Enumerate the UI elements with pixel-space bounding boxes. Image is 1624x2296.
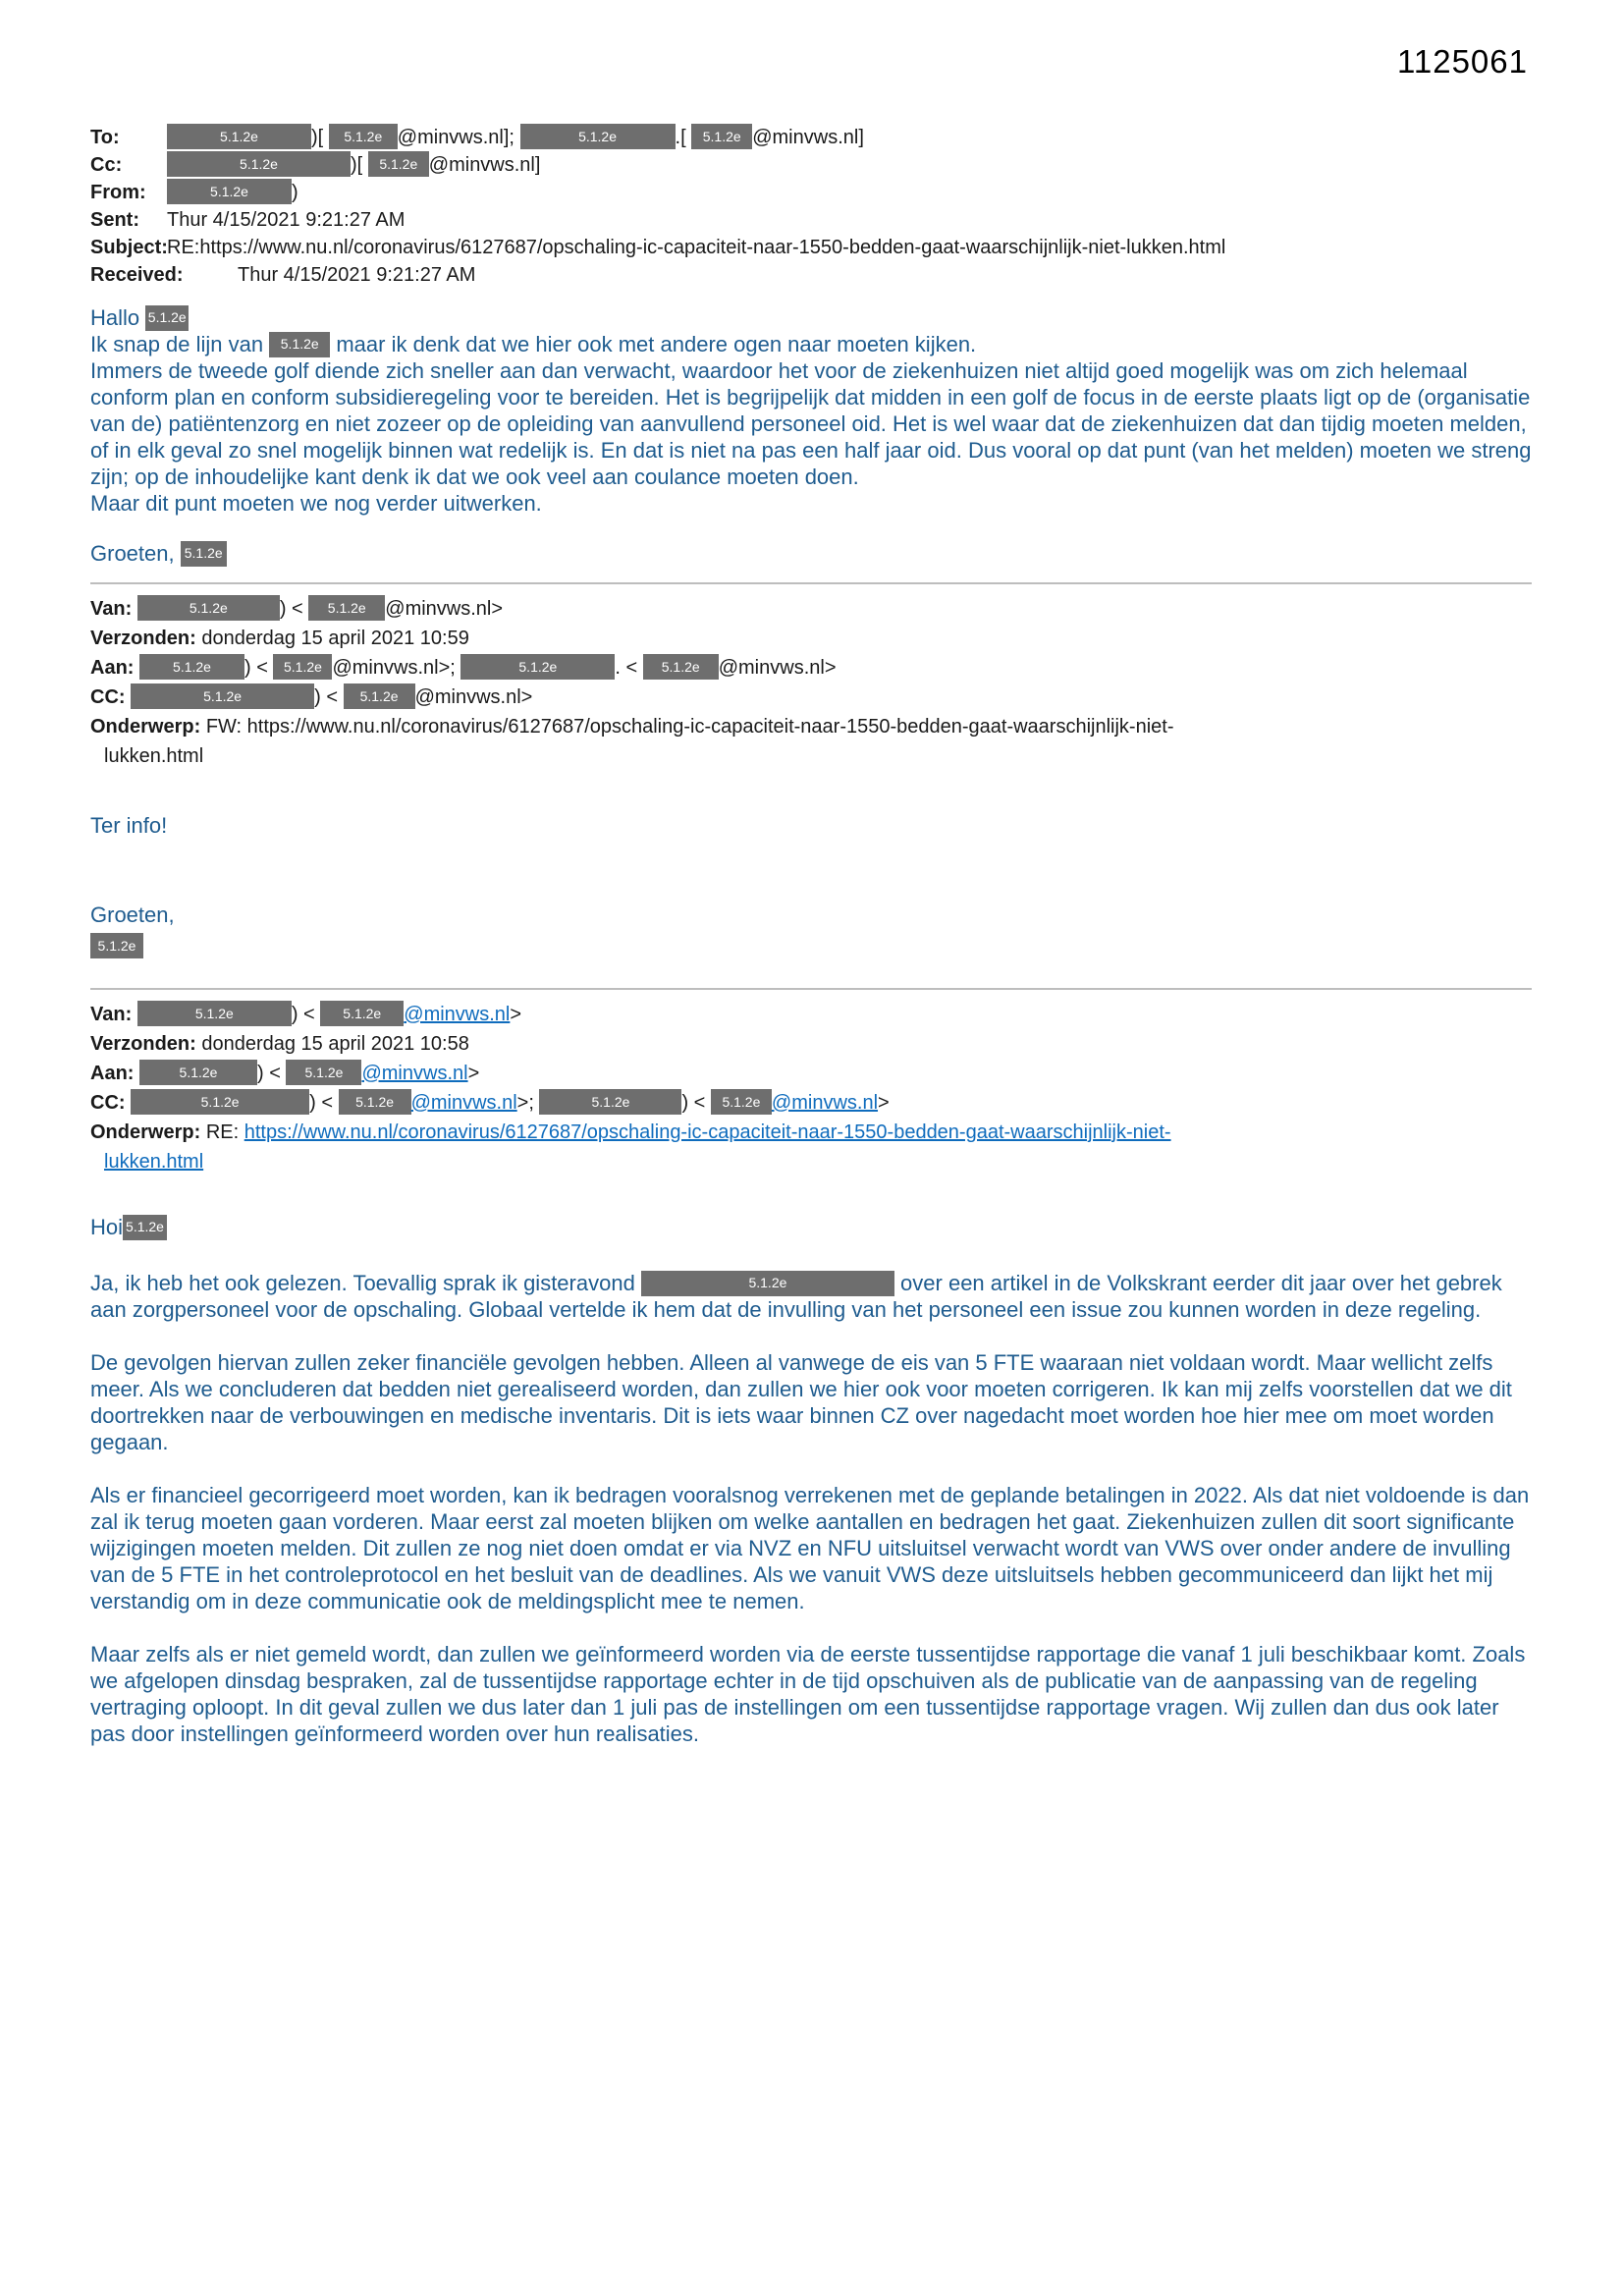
email-body-paragraph (90, 1270, 1534, 1323)
text-fragment: over een artikel in de Volkskrant eerder dit jaar over het gebrek aan zorgpersoneel voor de opschaling. Globaal vertelde ik hem dat de invulling van het personeel een issue zou kunnen worden in deze regeling. (90, 1271, 1502, 1322)
text-fragment: ) < (244, 657, 274, 679)
onderwerp-label: Onderwerp: (90, 1121, 201, 1143)
redaction-box: 5.1.2e (90, 933, 143, 958)
from-label: From: (90, 182, 146, 203)
redaction-box: 5.1.2e (269, 332, 330, 357)
quoted-row-cc (90, 683, 1534, 712)
sent-value: Thur 4/15/2021 9:21:27 AM (167, 209, 406, 231)
received-value: Thur 4/15/2021 9:21:27 AM (238, 264, 476, 286)
email-body-bottom (90, 1214, 1534, 1747)
text-fragment: donderdag 15 april 2021 10:58 (201, 1033, 469, 1055)
header-row-from (90, 179, 1534, 206)
onderwerp-value (90, 1121, 1171, 1173)
email-link[interactable]: lukken.html (104, 1151, 204, 1173)
van-label: Van: (90, 598, 133, 620)
cc-value (167, 151, 1534, 179)
text-fragment: > (510, 1004, 522, 1025)
aan-label: Aan: (90, 657, 135, 679)
subject-label: Subject: (90, 237, 168, 258)
text-fragment: Groeten, (90, 541, 181, 566)
text-fragment: ) (292, 182, 298, 203)
email-link[interactable]: @minvws.nl (361, 1063, 468, 1084)
aan-value (139, 1063, 479, 1084)
body-line (90, 331, 1534, 357)
aan-label: Aan: (90, 1063, 135, 1084)
email-body-top (90, 304, 1534, 567)
ter-info-line: Ter info! (90, 813, 168, 838)
sent-label: Sent: (90, 209, 139, 231)
header-row-cc (90, 151, 1534, 179)
quoted-row-aan (90, 1059, 1534, 1088)
verzonden-value (201, 628, 468, 649)
redaction-box: 5.1.2e (145, 305, 189, 331)
redaction-box: 5.1.2e (339, 1089, 411, 1115)
text-fragment: ) < (257, 1063, 287, 1084)
email-body-paragraph: De gevolgen hiervan zullen zeker financiële gevolgen hebben. Alleen al vanwege de eis van 5 FTE waaraan niet voldaan wordt. Maar wellicht zelfs meer. Als we concluderen dat bedden niet gerealiseerd worden, dan zullen we hier ook voor moeten corrigeren. Ik kan mij zelfs voorstellen dat we dit doortrekken naar de verbouwingen en medische inventaris. Dit is iets waar binnen CZ over nagedacht moet worden hoe hier mee om moet worden gegaan. (90, 1350, 1512, 1454)
cc-label: Cc: (90, 154, 123, 176)
signoff-line: Groeten, (90, 902, 175, 927)
onderwerp-label: Onderwerp: (90, 716, 201, 738)
redaction-box: 5.1.2e (123, 1215, 167, 1240)
redaction-box: 5.1.2e (181, 541, 227, 567)
email-link[interactable]: @minvws.nl (404, 1004, 511, 1025)
text-fragment: @minvws.nl> (385, 598, 504, 620)
quoted-header-1 (90, 594, 1534, 771)
received-label: Received: (90, 264, 184, 286)
redaction-box: 5.1.2e (308, 595, 385, 621)
text-fragment: RE: (205, 1121, 244, 1143)
redaction-box: 5.1.2e (368, 151, 429, 177)
quoted-row-aan (90, 653, 1534, 683)
text-fragment: @minvws.nl>; (332, 657, 461, 679)
text-fragment: donderdag 15 april 2021 10:59 (201, 628, 469, 649)
text-fragment: )[ (351, 154, 368, 176)
verzonden-label: Verzonden: (90, 1033, 196, 1055)
text-fragment: maar ik denk dat we hier ook met andere ogen naar moeten kijken. (330, 332, 977, 356)
text-fragment: @minvws.nl> (718, 657, 837, 679)
redaction-box: 5.1.2e (167, 124, 311, 149)
text-fragment: > (467, 1063, 480, 1084)
email-link[interactable]: @minvws.nl (410, 1092, 517, 1114)
text-fragment: @minvws.nl]; (397, 127, 520, 148)
redaction-box: 5.1.2e (273, 654, 332, 680)
quoted-row-van (90, 1000, 1534, 1029)
redaction-box: 5.1.2e (691, 124, 752, 149)
header-row-sent (90, 206, 1534, 234)
text-fragment: lukken.html (104, 745, 204, 767)
signoff-line (90, 540, 1534, 567)
from-value (167, 179, 1534, 206)
text-fragment: . < (615, 657, 643, 679)
redaction-box: 5.1.2e (520, 124, 676, 149)
text-fragment: @minvws.nl] (428, 154, 541, 176)
text-fragment: @minvws.nl] (752, 127, 864, 148)
redaction-box: 5.1.2e (139, 654, 244, 680)
email-header-block (90, 124, 1534, 289)
separator-line (90, 988, 1532, 990)
text-fragment: Hoi (90, 1215, 124, 1239)
header-row-received (90, 261, 1534, 289)
redaction-box: 5.1.2e (131, 1089, 309, 1115)
text-fragment: ) < (314, 686, 344, 708)
verzonden-value (201, 1033, 468, 1055)
email-body-paragraph: Als er financieel gecorrigeerd moet worden, kan ik bedragen vooralsnog verrekenen met de geplande betalingen in 2022. Als dat niet voldoende is dan zal ik terug moeten gaan vorderen. Maar eerst zal moeten blijken om welke aantallen en bedragen het gaat. Ziekenhuizen zullen dit soort significante wijzigingen moeten melden. Dit zullen ze nog niet doen omdat er via NVZ en NFU uitsluitsel verwacht wordt van VWS over onder andere de invulling van de 5 FTE in het controleprotocol en het besluit van de deadlines. Als we vanuit VWS deze uitsluitsels hebben gecommuniceerd dan lijkt het mij verstandig om in deze communicatie ook de meldingsplicht mee te nemen. (90, 1483, 1530, 1613)
quoted-header-2 (90, 1000, 1534, 1176)
quoted-row-onderwerp (90, 1118, 1534, 1176)
redaction-box: 5.1.2e (641, 1271, 894, 1296)
text-fragment: .[ (675, 127, 692, 148)
redaction-box: 5.1.2e (286, 1060, 361, 1085)
redaction-box: 5.1.2e (137, 595, 280, 621)
van-value (137, 1004, 521, 1025)
redaction-box: 5.1.2e (137, 1001, 292, 1026)
van-label: Van: (90, 1004, 133, 1025)
quoted-row-verzonden (90, 1029, 1534, 1059)
text-fragment: > (878, 1092, 890, 1114)
email-body-paragraph: Maar zelfs als er niet gemeld wordt, dan zullen we geïnformeerd worden via de eerste tussentijdse rapportage die vanaf 1 juli beschikbaar komt. Zoals we afgelopen dinsdag bespraken, zal de tussentijdse rapportage echter in de tijd opschuiven als de publicatie van de aanpassing van de regeling vertraging oploopt. In dit geval zullen we dus later dan 1 juli pas de instellingen om een tussentijdse rapportage vragen. Wij zullen dan dus ook later pas door instellingen geïnformeerd worden over hun realisaties. (90, 1642, 1526, 1746)
redaction-box: 5.1.2e (329, 124, 398, 149)
text-fragment: FW: https://www.nu.nl/coronavirus/6127687/opschaling-ic-capaciteit-naar-1550-bedden-gaat-waarschijnlijk-niet- (205, 716, 1174, 738)
text-fragment: >; (516, 1092, 540, 1114)
cc-label: CC: (90, 686, 126, 708)
email-content (0, 124, 1624, 1747)
header-row-subject (90, 234, 1534, 261)
redaction-box: 5.1.2e (131, 683, 314, 709)
verzonden-label: Verzonden: (90, 628, 196, 649)
redaction-box: 5.1.2e (711, 1089, 772, 1115)
text-fragment: Ja, ik heb het ook gelezen. Toevallig sprak ik gisteravond (90, 1271, 641, 1295)
quoted-row-van (90, 594, 1534, 624)
redaction-box: 5.1.2e (539, 1089, 681, 1115)
cc-value (131, 1092, 890, 1114)
separator-line (90, 582, 1532, 584)
van-value (137, 598, 503, 620)
text-fragment: ) < (309, 1092, 339, 1114)
redaction-box: 5.1.2e (139, 1060, 257, 1085)
aan-value (139, 657, 836, 679)
email-link[interactable]: @minvws.nl (771, 1092, 879, 1114)
subject-value: RE:https://www.nu.nl/coronavirus/6127687/opschaling-ic-capaciteit-naar-1550-bedden-gaat-waarschijnlijk-niet-lukken.html (167, 237, 1226, 258)
text-fragment: ) < (279, 598, 309, 620)
signature-redaction (90, 936, 1534, 958)
text-fragment: Ik snap de lijn van (90, 332, 270, 356)
text-fragment: )[ (311, 127, 329, 148)
redaction-box: 5.1.2e (320, 1001, 404, 1026)
redaction-box: 5.1.2e (643, 654, 719, 680)
redaction-box: 5.1.2e (167, 179, 292, 204)
text-fragment: ) < (291, 1004, 321, 1025)
text-fragment: @minvws.nl> (414, 686, 533, 708)
document-number: 1125061 (1396, 43, 1528, 80)
redaction-box: 5.1.2e (460, 654, 615, 680)
onderwerp-value (90, 716, 1174, 767)
quoted-row-onderwerp (90, 712, 1534, 771)
redaction-box: 5.1.2e (344, 683, 415, 709)
greeting-line (90, 304, 1534, 331)
text-fragment: ) < (681, 1092, 711, 1114)
quoted-row-verzonden (90, 624, 1534, 653)
email-body-paragraph: Maar dit punt moeten we nog verder uitwerken. (90, 491, 542, 516)
cc-label: CC: (90, 1092, 126, 1114)
text-fragment: Hallo (90, 305, 146, 330)
email-link[interactable]: https://www.nu.nl/coronavirus/6127687/opschaling-ic-capaciteit-naar-1550-bedden-gaat-waarschijnlijk-niet- (244, 1121, 1171, 1143)
quoted-row-cc (90, 1088, 1534, 1118)
email-body-paragraph: Immers de tweede golf diende zich sneller aan dan verwacht, waardoor het voor de ziekenhuizen niet altijd goed mogelijk was om zich helemaal conform plan en conform subsidieregeling voor te bereiden. Het is begrijpelijk dat midden in een golf de focus in de eerste plaats ligt op de (organisatie van de) patiëntenzorg en niet zozeer op de opleiding van aanvullend personeel oid. Het is wel waar dat de ziekenhuizen dat dan tijdig moeten melden, of in elk geval zo snel mogelijk binnen wat redelijk is. En dat is niet na pas een half jaar oid. Dus vooral op dat punt (van het melden) moeten we streng zijn; op de inhoudelijke kant denk ik dat we ook veel aan coulance moeten doen. (90, 358, 1532, 489)
cc-value (131, 686, 532, 708)
redaction-box: 5.1.2e (167, 151, 351, 177)
greeting-line (90, 1214, 1534, 1240)
to-label: To: (90, 127, 120, 148)
to-value (167, 124, 1534, 151)
header-row-to (90, 124, 1534, 151)
